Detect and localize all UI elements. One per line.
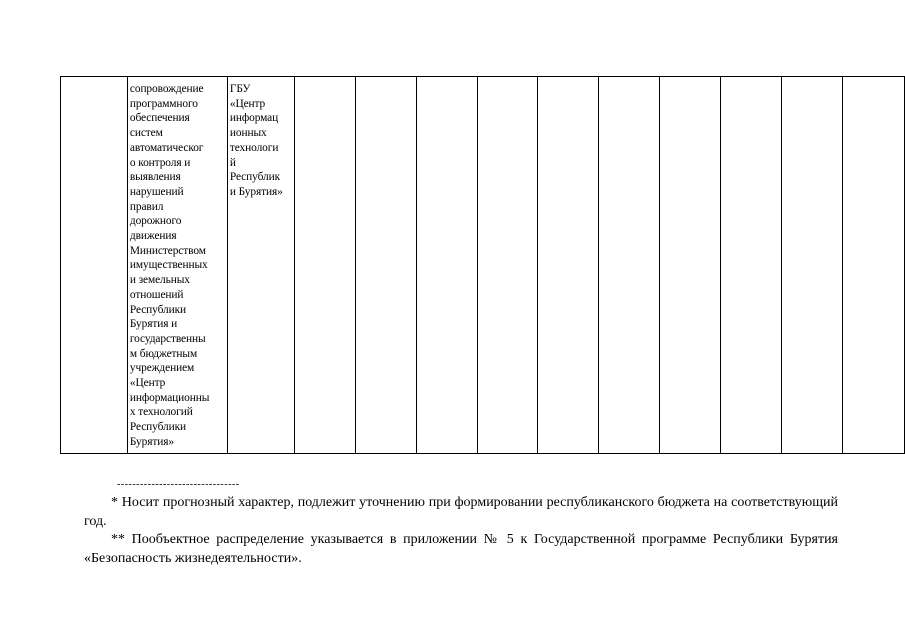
- table-row: [61, 77, 905, 454]
- table-cell: [599, 77, 660, 454]
- table-cell: [538, 77, 599, 454]
- table-cell: [721, 77, 782, 454]
- table-cell: [843, 77, 905, 454]
- table-cell: [782, 77, 843, 454]
- table-cell-number: [61, 77, 128, 454]
- table-cell: [477, 77, 538, 454]
- footnote-distribution: ** Пообъектное распределение указывается в приложении № 5 к Государственной программе Республики Бурятия «Безопасность жизнедеятельности».: [84, 532, 838, 566]
- program-table: [60, 76, 905, 454]
- table-cell: [294, 77, 355, 454]
- table-cell: [355, 77, 416, 454]
- table-cell: [660, 77, 721, 454]
- footnote-separator: --------------------------------: [117, 479, 240, 490]
- footnote-forecast: * Носит прогнозный характер, подлежит уточнению при формировании республиканского бюджета на соответствующий год.: [84, 495, 838, 529]
- table-cell: [416, 77, 477, 454]
- table-cell-executor: ГБУ «Центр информац ионных технологи й Республик и Бурятия»: [227, 77, 294, 454]
- table-cell-event-name: сопровождение программного обеспечения систем автоматическог о контроля и выявления нарушений правил дорожного движения Министерством имущественных и земельных отношений Республики Бурятия и государственны м бюджетным учреждением «Центр информационны х технологий Республики Бурятия»: [127, 77, 227, 454]
